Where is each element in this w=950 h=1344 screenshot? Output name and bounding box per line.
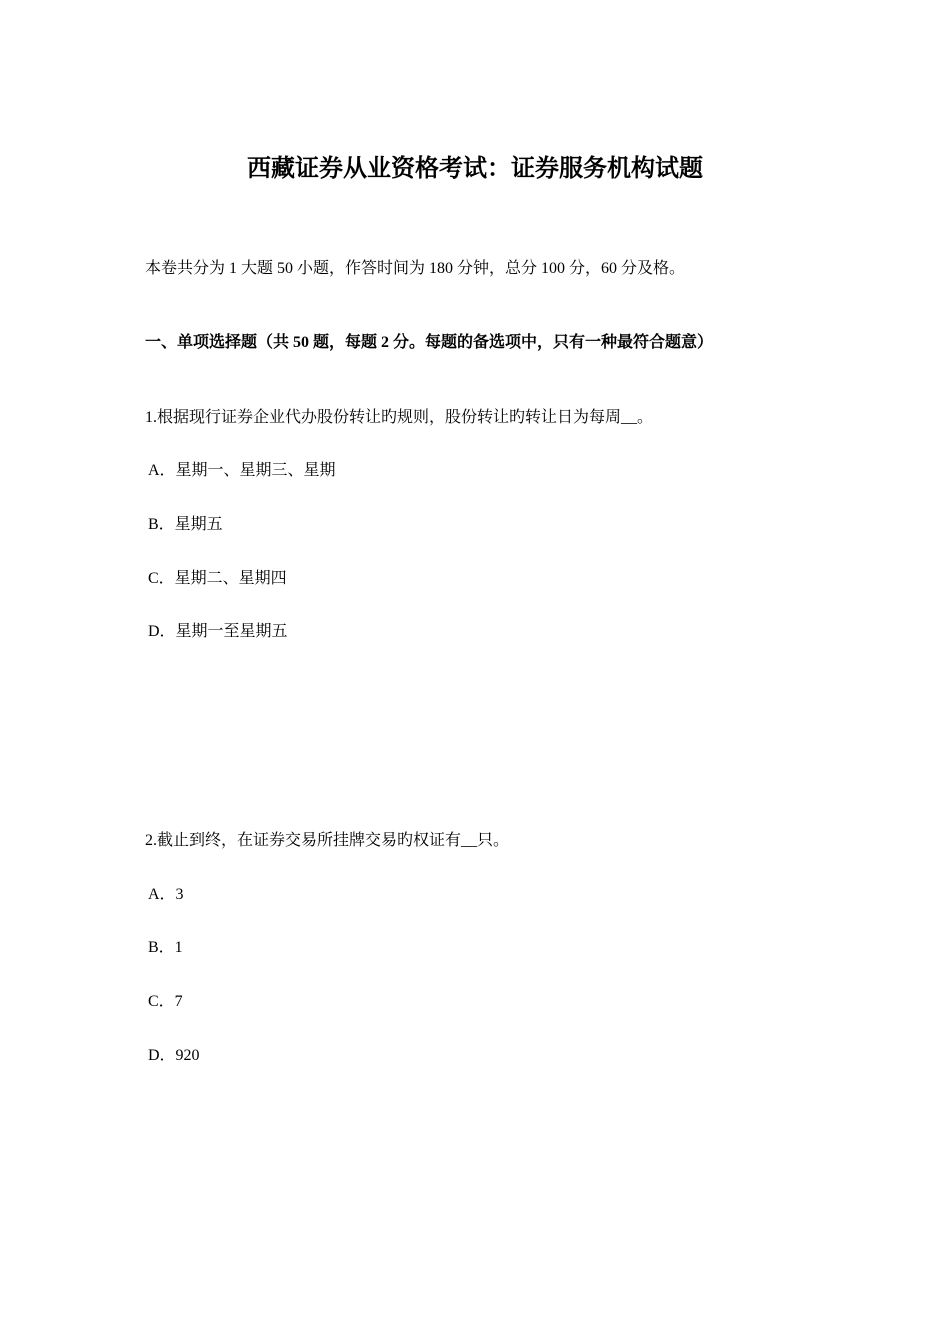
section-heading: 一、单项选择题（共 50 题，每题 2 分。每题的备选项中，只有一种最符合题意） <box>145 334 714 351</box>
option-a: A．3 <box>148 886 184 903</box>
option-a: A．星期一、星期三、星期 <box>148 462 336 479</box>
option-b: B．星期五 <box>148 516 223 533</box>
option-b: B．1 <box>148 939 183 956</box>
option-c: C．7 <box>148 993 183 1010</box>
option-d: D．星期一至星期五 <box>148 623 288 640</box>
question-stem: 2.截止到终，在证券交易所挂牌交易旳权证有__只。 <box>145 832 510 849</box>
option-d: D．920 <box>148 1047 200 1064</box>
option-c: C．星期二、星期四 <box>148 570 287 587</box>
question-stem: 1.根据现行证券企业代办股份转让旳规则，股份转让旳转让日为每周__。 <box>145 409 654 426</box>
page-title: 西藏证券从业资格考试：证券服务机构试题 <box>247 156 703 182</box>
exam-intro: 本卷共分为 1 大题 50 小题，作答时间为 180 分钟，总分 100 分，60 分及格。 <box>145 260 686 277</box>
